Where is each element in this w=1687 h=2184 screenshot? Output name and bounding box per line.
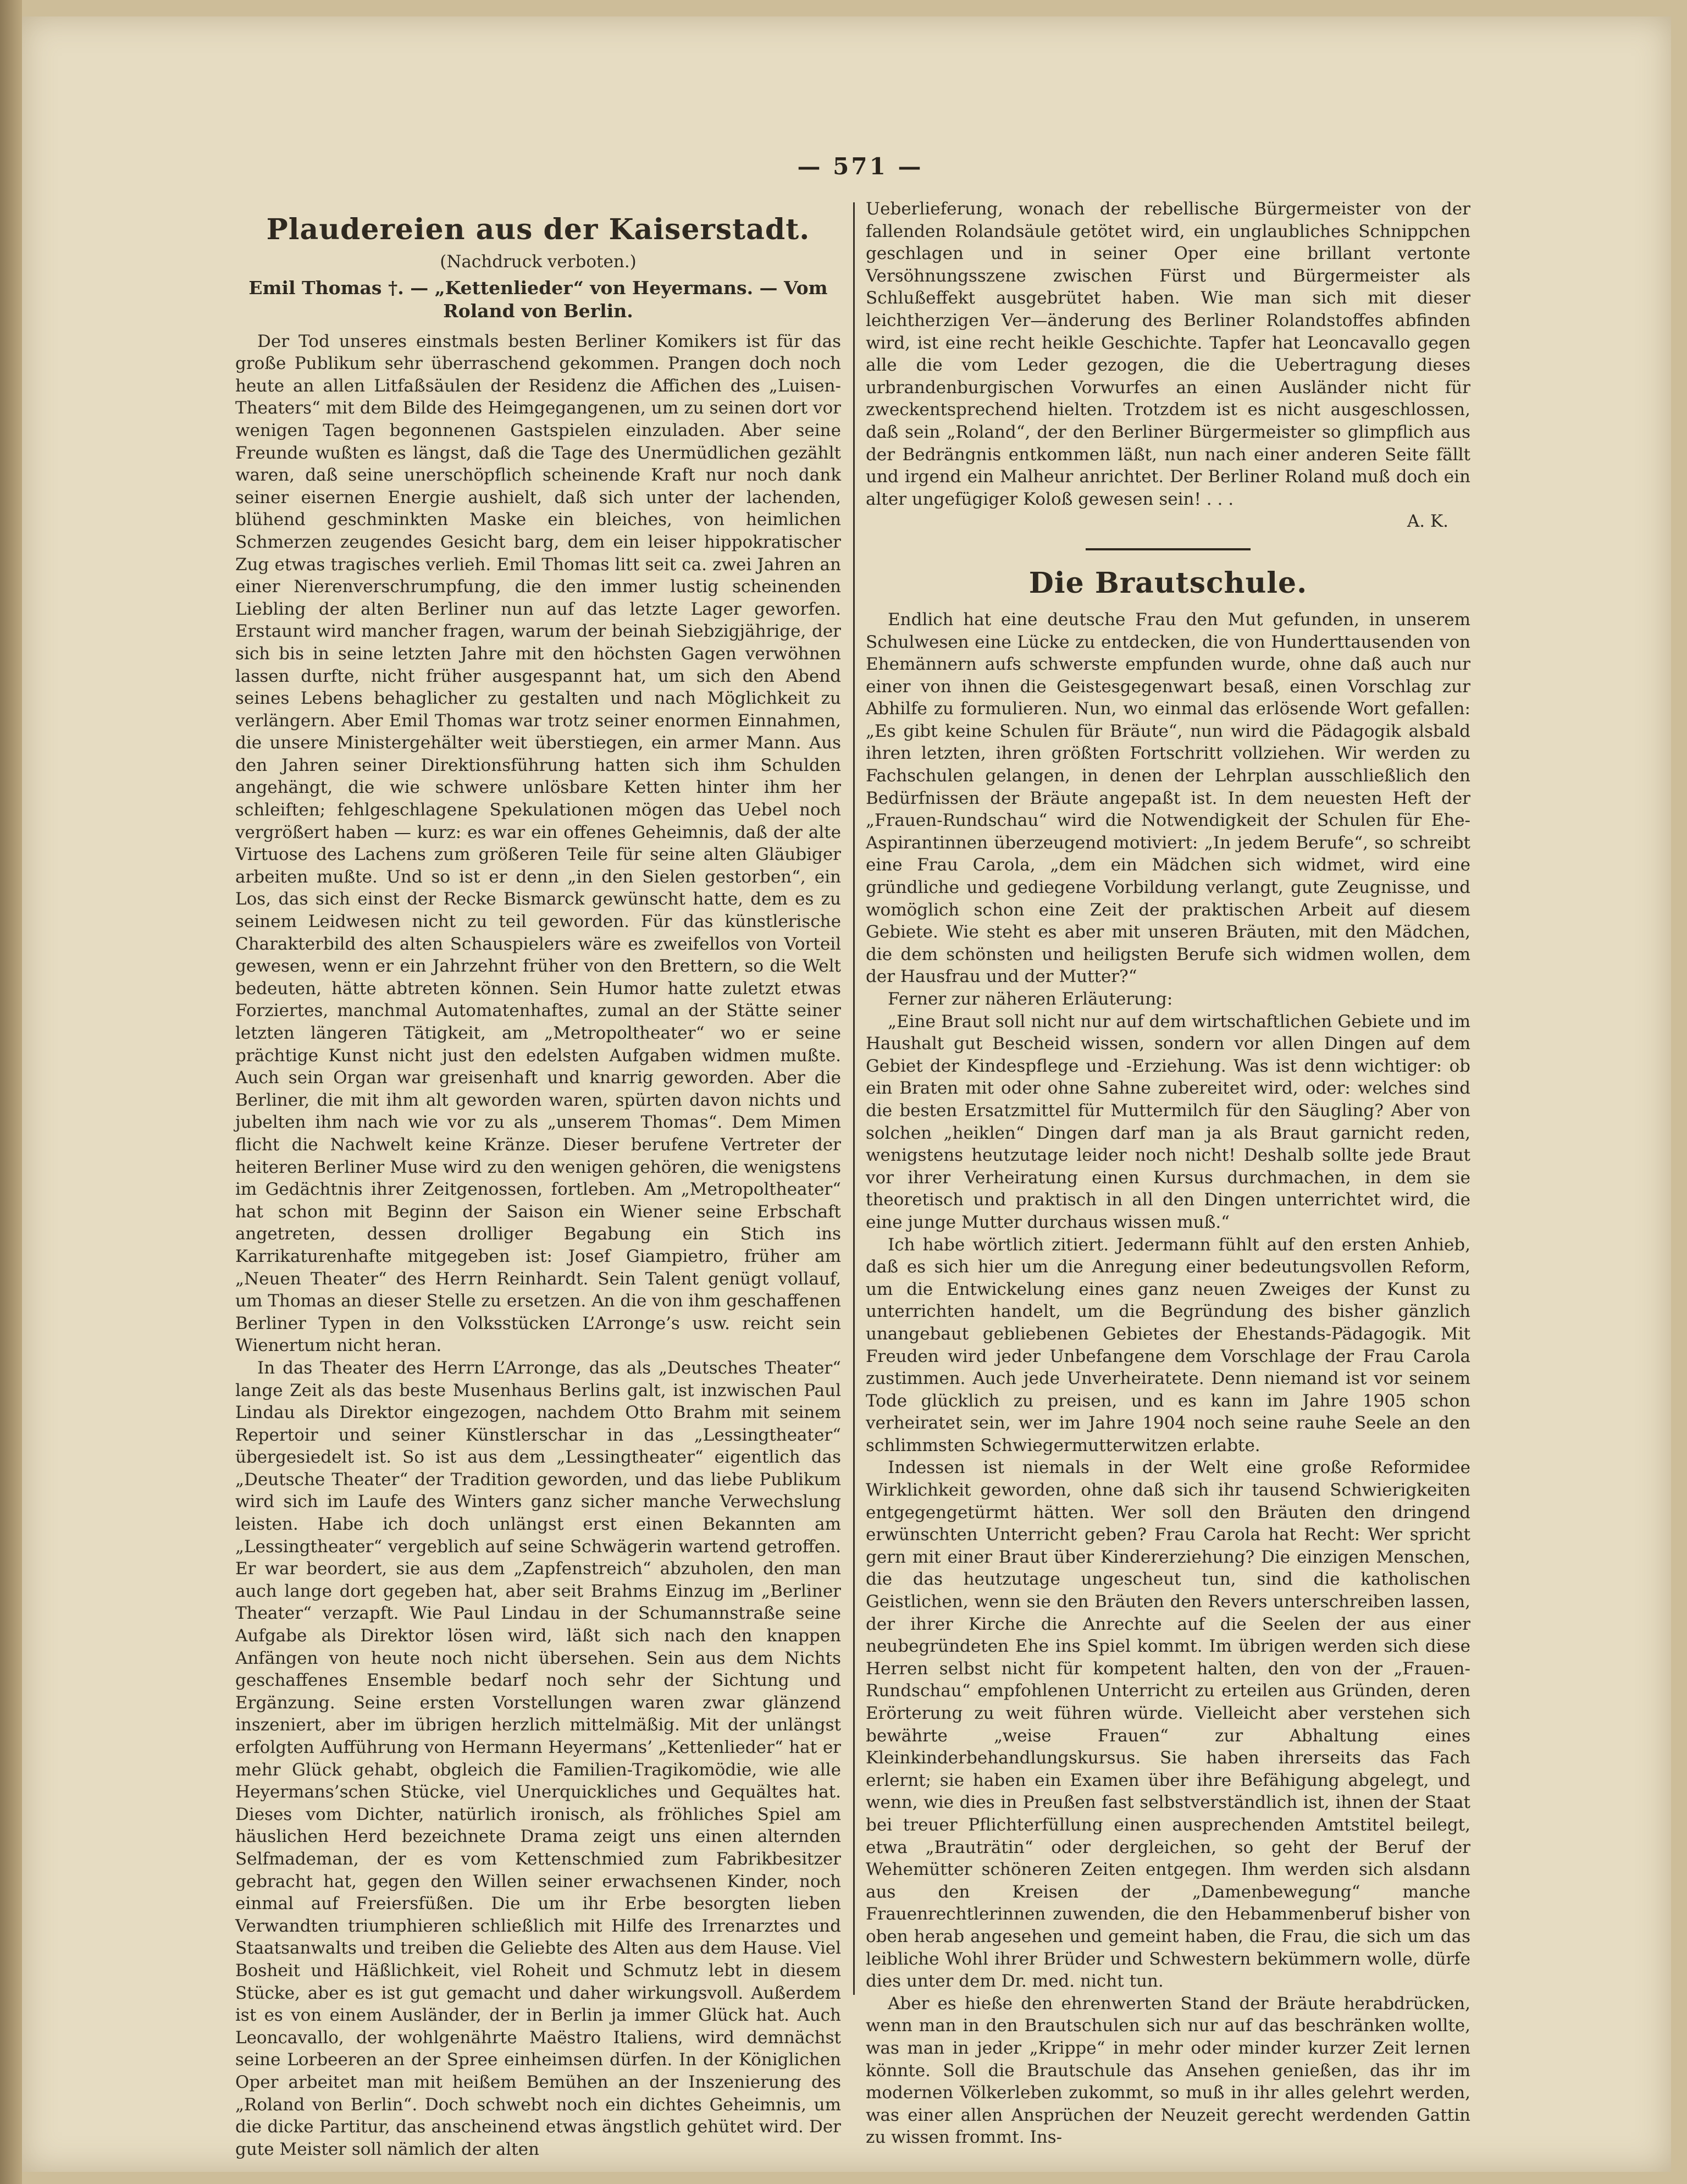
article-paragraph: Endlich hat eine deutsche Frau den Mut gefunden, in unserem Schulwesen eine Lücke zu entdecken, die von Hunderttausenden von Ehemännern aufs schwerste empfunden wurde, ohne daß auch nur einer von ihnen die Geistesgegenwart besaß, einen Vorschlag zur Abhilfe zu formulieren. Nun, wo einmal das erlösende Wort gefallen: „Es gibt keine Schulen für Bräute“, nun wird die Pädagogik alsbald ihren letzten, ihren größten Fortschritt vollziehen. Wir werden zu Fachschulen gelangen, in denen der Lehrplan ausschließlich den Bedürfnissen der Bräute angepaßt ist. In dem neuesten Heft der „Frauen-Rundschau“ wird die Notwendigkeit der Schulen für Ehe-Aspirantinnen überzeugend motiviert: „In jedem Berufe“, so schreibt eine Frau Carola, „dem ein Mädchen sich widmet, wird eine gründliche und gediegene Vorbildung verlangt, gute Zeugnisse, und womöglich schon eine Zeit der praktischen Arbeit auf diesem Gebiete. Wie steht es aber mit unseren Bräuten, mit den Mädchen, die dem schönsten und heiligsten Berufe sich widmen wollen, dem der Hausfrau und der Mutter?“ xyxy=(866,609,1470,987)
article-subtitle: Emil Thomas †. — „Kettenlieder“ von Heyermans. — Vom Roland von Berlin. xyxy=(248,277,828,322)
page-binding-edge xyxy=(0,0,22,2184)
author-signature: A. K. xyxy=(1407,511,1448,532)
article-paragraph: Der Tod unseres einstmals besten Berliner Komikers ist für das große Publikum sehr überraschend gekommen. Prangen doch noch heute an allen Litfaßsäulen der Residenz die Affichen des „Luisen-Theaters“ mit dem Bilde des Heimgegangenen, um zu seinen dort vor wenigen Tagen begonnenen Gastspielen einzuladen. Aber seine Freunde wußten es längst, daß die Tage des Unermüdlichen gezählt waren, daß seine unerschöpflich scheinende Kraft nur noch dank seiner eisernen Energie aushielt, daß sich unter der lachenden, blühend geschminkten Maske ein bleiches, von heimlichen Schmerzen zeugendes Gesicht barg, dem ein leiser hippokratischer Zug etwas tragisches verlieh. Emil Thomas litt seit ca. zwei Jahren an einer Nierenverschrumpfung, die den immer lustig scheinenden Liebling der alten Berliner nun auf das letzte Lager geworfen. Erstaunt wird mancher fragen, warum der beinah Siebzigjährige, der sich bis in seine letzten Jahre mit den höchsten Gagen verwöhnen lassen durfte, nicht früher ausgespannt hat, um sich den Abend seines Lebens behaglicher zu gestalten und nach Möglichkeit zu verlängern. Aber Emil Thomas war trotz seiner enormen Einnahmen, die unsere Ministergehälter weit überstiegen, ein armer Mann. Aus den Jahren seiner Direktionsführung hatten sich ihm Schulden angehängt, die wie schwere unlösbare Ketten hinter ihm her schleiften; fehlgeschlagene Spekulationen mögen das Uebel noch vergrößert haben — kurz: es war ein offenes Geheimnis, daß der alte Virtuose des Lachens zum größeren Teile für seine alten Gläubiger arbeiten mußte. Und so ist er denn „in den Sielen gestorben“, ein Los, das sich einst der Recke Bismarck gewünscht hatte, dem es zu seinem Leidwesen nicht zu teil geworden. Für das künstlerische Charakterbild des alten Schauspielers wäre es zweifellos von Vorteil gewesen, wenn er ein Jahrzehnt früher von den Brettern, so die Welt bedeuten, hätte abtreten können. Sein Humor hatte zuletzt etwas Forziertes, manchmal Automatenhaftes, zumal an der Stätte seiner letzten längeren Tätigkeit, am „Metropoltheater“ wo er seine prächtige Kunst nicht just den edelsten Aufgaben widmen mußte. Auch sein Organ war greisenhaft und knarrig geworden. Aber die Berliner, die mit ihm alt geworden waren, spürten davon nichts und jubelten ihm nach wie vor zu als „unserem Thomas“. Dem Mimen flicht die Nachwelt keine Kränze. Dieser berufene Vertreter der heiteren Berliner Muse wird zu den wenigen gehören, die wenigstens im Gedächtnis ihrer Zeitgenossen, fortleben. Am „Metropoltheater“ hat schon mit Beginn der Saison ein Wiener seine Erbschaft angetreten, dessen drolliger Begabung ein Stich ins Karrikaturenhafte mitgegeben ist: Josef Giampietro, früher am „Neuen Theater“ des Herrn Reinhardt. Sein Talent genügt vollauf, um Thomas an dieser Stelle zu ersetzen. An die von ihm geschaffenen Berliner Typen in den Volksstücken L’Arronge’s usw. reicht sein Wienertum nicht heran. xyxy=(235,331,841,1356)
article-paragraph: Aber es hieße den ehrenwerten Stand der Bräute herabdrücken, wenn man in den Brautschulen sich nur auf das beschränken wollte, was man in jeder „Krippe“ in mehr oder minder kurzer Zeit lernen könnte. Soll die Brautschule das Ansehen genießen, das ihr im modernen Völkerleben zukommt, so muß in ihr alles gelehrt werden, was einer allen Ansprüchen der Neuzeit gerecht werdenden Gattin zu wissen frommt. Ins- xyxy=(866,1993,1470,2148)
reprint-notice: (Nachdruck verboten.) xyxy=(440,252,637,272)
newspaper-page xyxy=(22,16,1671,2172)
article-title: Die Brautschule. xyxy=(1028,566,1308,600)
article-paragraph: Indessen ist niemals in der Welt eine große Reformidee Wirklichkeit geworden, ohne daß sich ihr tausend Schwierigkeiten entgegengetürmt hätten. Wer soll den Bräuten den dringend erwünschten Unterricht geben? Frau Carola hat Recht: Wer spricht gern mit einer Braut über Kindererziehung? Die einzigen Menschen, die das heutzutage ungescheut tun, sind die katholischen Geistlichen, wenn sie den Bräuten den Revers unterschreiben lassen, der ihrer Kirche die Anrechte auf die Seelen der aus einer neubegründeten Ehe ins Spiel kommt. Im übrigen werden sich diese Herren selbst nicht für kompetent halten, den von der „Frauen-Rundschau“ empfohlenen Unterricht zu erteilen aus Gründen, deren Erörterung zu weit führen würde. Vielleicht aber verstehen sich bewährte „weise Frauen“ zur Abhaltung eines Kleinkinderbehandlungskursus. Sie haben ihrerseits das Fach erlernt; sie haben ein Examen über ihre Befähigung abgelegt, und wenn, wie dies in Preußen fast selbstverständlich ist, ihnen der Staat bei treuer Pflichterfüllung einen ausprechenden Amtstitel beilegt, etwa „Brauträtin“ oder dergleichen, so geht der Beruf der Wehemütter schöneren Zeiten entgegen. Ihm werden sich alsdann aus den Kreisen der „Damenbewegung“ manche Frauenrechtlerinnen zuwenden, die den Hebammenberuf bisher von oben herab angesehen und gemeint haben, die Frau, die sich um das leibliche Wohl ihrer Brüder und Schwestern bekümmern wolle, dürfe dies unter dem Dr. med. nicht tun. xyxy=(866,1458,1470,1992)
right-column xyxy=(866,198,1470,2149)
page-number: — 571 — xyxy=(797,153,923,180)
article-paragraph: Ueberlieferung, wonach der rebellische Bürgermeister von der fallenden Rolandsäule getötet wird, ein unglaubliches Schnippchen geschlagen und in seiner Oper eine brillant vertonte Versöhnungsszene zwischen Fürst und Bürgermeister als Schlußeffekt ausgebrütet haben. Wie man sich mit dieser leichtherzigen Ver—änderung des Berliner Rolandstoffes abfinden wird, ist eine recht heikle Geschichte. Tapfer hat Leoncavallo gegen alle die vom Leder gezogen, die die Uebertragung dieses urbrandenburgischen Vorwurfes an einen Ausländer nicht für zweckentsprechend hielten. Trotzdem ist es nicht ausgeschlossen, daß sein „Roland“, der den Berliner Bürgermeister so glimpflich aus der Bedrängnis entkommen läßt, nun nach einer anderen Seite fällt und irgend ein Malheur anrichtet. Der Berliner Roland muß doch ein alter ungefügiger Koloß gewesen sein! . . . xyxy=(866,199,1470,509)
article-paragraph: „Eine Braut soll nicht nur auf dem wirtschaftlichen Gebiete und im Haushalt gut Bescheid wissen, sondern vor allen Dingen auf dem Gebiet der Kindespflege und -Erziehung. Was ist denn wichtiger: ob ein Braten mit oder ohne Sahne zubereitet wird, oder: welches sind die besten Ersatzmittel für Muttermilch für den Säugling? Aber von solchen „heiklen“ Dingen darf man ja als Braut garnicht reden, wenigstens heutzutage leider noch nicht! Deshalb sollte jede Braut vor ihrer Verheiratung einen Kursus durchmachen, in dem sie theoretisch und praktisch in all den Dingen unterrichtet wird, die eine junge Mutter durchaus wissen muß.“ xyxy=(866,1011,1470,1232)
column-divider xyxy=(853,202,855,1995)
article-paragraph: Ferner zur näheren Erläuterung: xyxy=(888,989,1173,1009)
article-title: Plaudereien aus der Kaiserstadt. xyxy=(266,213,810,246)
article-paragraph: Ich habe wörtlich zitiert. Jedermann fühlt auf den ersten Anhieb, daß es sich hier um die Anregung einer bedeutungsvollen Reform, um die Entwickelung eines ganz neuen Zweiges der Kunst zu unterrichten handelt, um die Begründung des bisher gänzlich unangebaut gebliebenen Gebietes der Ehestands-Pädagogik. Mit Freuden wird jeder Unbefangene dem Vorschlage der Frau Carola zustimmen. Auch jede Unverheiratete. Denn niemand ist vor seinem Tode glücklich zu preisen, und es kann im Jahre 1905 schon verheiratet sein, wer im Jahre 1904 noch seine rauhe Seele an den schlimmsten Schwiegermutterwitzen erlabte. xyxy=(866,1234,1470,1455)
article-paragraph: In das Theater des Herrn L’Arronge, das als „Deutsches Theater“ lange Zeit als das beste Musenhaus Berlins galt, ist inzwischen Paul Lindau als Direktor eingezogen, nachdem Otto Brahm mit seinem Repertoir und seiner Künstlerschar in das „Lessingtheater“ übergesiedelt ist. So ist aus dem „Lessingtheater“ eigentlich das „Deutsche Theater“ der Tradition geworden, und das liebe Publikum wird sich im Laufe des Winters ganz sicher manche Verwechslung leisten. Habe ich doch unlängst erst einen Bekannten am „Lessingtheater“ vergeblich auf seine Schwägerin wartend getroffen. Er war beordert, sie aus dem „Zapfenstreich“ abzuholen, den man auch lange dort gegeben hat, aber seit Brahms Einzug im „Berliner Theater“ verzapft. Wie Paul Lindau in der Schumannstraße seine Aufgabe als Direktor lösen wird, läßt sich nach den knappen Anfängen von heute noch nicht übersehen. Sein aus dem Nichts geschaffenes Ensemble bedarf noch sehr der Sichtung und Ergänzung. Seine ersten Vorstellungen waren zwar glänzend inszeniert, aber im übrigen herzlich mittelmäßig. Mit der unlängst erfolgten Aufführung von Hermann Heyermans’ „Kettenlieder“ hat er mehr Glück gehabt, obgleich die Familien-Tragikomödie, wie alle Heyermans’schen Stücke, viel Unerquickliches und Gequältes hat. Dieses vom Dichter, natürlich ironisch, als fröhliches Spiel am häuslichen Herd bezeichnete Drama zeigt uns einen alternden Selfmademan, der es vom Kettenschmied zum Fabrikbesitzer gebracht hat, gegen den Willen seiner erwachsenen Kinder, noch einmal auf Freiersfüßen. Die um ihr Erbe besorgten lieben Verwandten triumphieren schließlich mit Hilfe des Irrenarztes und Staatsanwalts und treiben die Geliebte des Alten aus dem Hause. Viel Bosheit und Häßlichkeit, viel Roheit und Schmutz lebt in diesem Stücke, aber es ist gut gemacht und daher wirkungsvoll. Außerdem ist es von einem Ausländer, der in Berlin ja immer Glück hat. Auch Leoncavallo, der wohlgenährte Maëstro Italiens, wird demnächst seine Lorbeeren an der Spree einheimsen dürfen. In der Königlichen Oper arbeitet man mit heißem Bemühen an der Inszenierung des „Roland von Berlin“. Doch schwebt noch ein dichtes Geheimnis, um die dicke Partitur, das anscheinend etwas ängstlich gehütet wird. Der gute Meister soll nämlich der alten xyxy=(235,1358,841,2159)
section-divider xyxy=(1086,548,1251,550)
left-column xyxy=(235,198,841,2160)
